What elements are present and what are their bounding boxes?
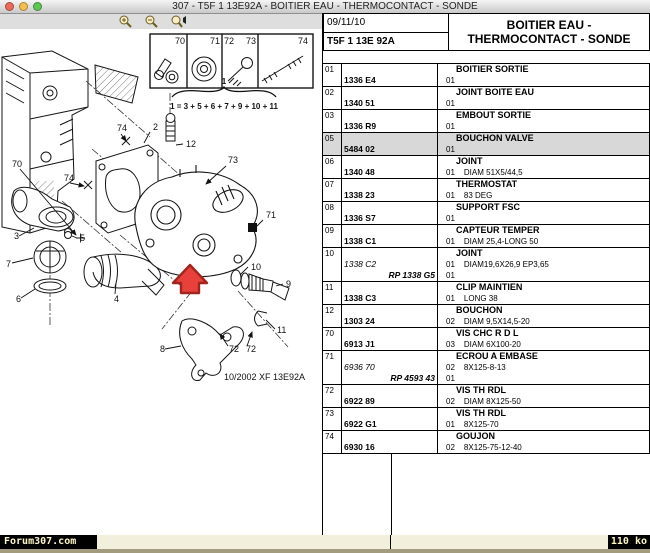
- bleed-screw-drawing: [166, 114, 175, 142]
- table-row-10[interactable]: [323, 248, 649, 282]
- assembly-brace-label: 1: [221, 77, 227, 86]
- description-cell: [438, 87, 649, 109]
- row-index: 06: [323, 156, 342, 178]
- part-spec: DIAM 25,4-LONG 50: [463, 237, 539, 246]
- description-cell: [438, 282, 649, 304]
- quantity: 01: [446, 191, 455, 200]
- quantity: 02: [446, 363, 455, 372]
- part-number-spacer: [344, 87, 435, 98]
- part-number: 1340 51: [344, 98, 375, 108]
- part-number-cell: [342, 110, 438, 132]
- part-number-spacer: [344, 248, 435, 259]
- part-number-spacer: [344, 351, 435, 362]
- part-spec: DIAM 51X5/44,5: [463, 168, 523, 177]
- part-number: 1338 C3: [344, 293, 377, 303]
- part-number-cell: [342, 133, 438, 155]
- diagram-callout-71: 71: [266, 210, 277, 220]
- part-number-spacer: [344, 385, 435, 396]
- part-number-spacer: [344, 282, 435, 293]
- part-number-spacer: [344, 202, 435, 213]
- description-cell: [438, 202, 649, 224]
- row-index: 03: [323, 110, 342, 132]
- qty-spec-line: [440, 236, 647, 247]
- part-number-spacer: [344, 64, 435, 75]
- quantity: 01: [446, 168, 455, 177]
- part-spec: 8X125-75-12-40: [463, 443, 522, 452]
- zoom-in-icon[interactable]: [118, 15, 134, 28]
- column-divider-extension: [391, 454, 392, 535]
- qty-spec-line: [440, 98, 647, 109]
- quantity: 01: [446, 122, 455, 131]
- part-spec: LONG 38: [463, 294, 498, 303]
- description-cell: [438, 133, 649, 155]
- part-number: 1338 C2: [344, 259, 377, 269]
- part-number-cell: [342, 351, 438, 384]
- part-description: JOINT BOITE EAU: [456, 87, 535, 97]
- exploded-diagram: [0, 29, 322, 535]
- bottom-strip: [0, 549, 650, 553]
- table-row-01[interactable]: [323, 64, 649, 87]
- part-number: 6922 G1: [344, 419, 377, 429]
- part-description: VIS TH RDL: [456, 385, 507, 395]
- qty-spec-line: [440, 259, 647, 270]
- part-description: CLIP MAINTIEN: [456, 282, 523, 292]
- description-cell: [438, 156, 649, 178]
- diagram-callout-72: 72: [246, 344, 257, 354]
- quantity: 01: [446, 237, 455, 246]
- part-number-spacer: [344, 431, 435, 442]
- status-bar-background: [0, 535, 650, 549]
- row-index: 70: [323, 328, 342, 350]
- part-description: EMBOUT SORTIE: [456, 110, 532, 120]
- watermark-site: Forum307.com: [0, 535, 97, 549]
- part-number-cell: [342, 431, 438, 453]
- zoom-out-icon[interactable]: [144, 15, 160, 28]
- diagram-callout-73: 73: [228, 155, 239, 165]
- quantity: 01: [446, 214, 455, 223]
- table-row-07[interactable]: [323, 179, 649, 202]
- diagram-area: [0, 29, 322, 535]
- description-cell: [438, 328, 649, 350]
- quantity: 03: [446, 340, 455, 349]
- diagram-footer: 10/2002 XF 13E92A: [224, 372, 306, 382]
- description-cell: [438, 225, 649, 247]
- legend-label-73: 73: [245, 36, 257, 46]
- rp-quantity: 01: [446, 271, 455, 280]
- status-bar: [0, 535, 650, 553]
- part-number: 6913 J1: [344, 339, 375, 349]
- description-cell: [438, 110, 649, 132]
- part-number: 6922 89: [344, 396, 375, 406]
- part-number-spacer: [344, 225, 435, 236]
- rp-quantity: 01: [446, 374, 455, 383]
- part-number-cell: [342, 408, 438, 430]
- zoom-reset-icon[interactable]: [170, 15, 186, 28]
- window-titlebar: [0, 0, 650, 14]
- rp-number: RP 4593 43: [390, 373, 435, 383]
- description-cell: [438, 248, 649, 281]
- window-title: 307 - T5F 1 13E92A - BOITIER EAU - THERMOCONTACT - SONDE: [172, 1, 478, 12]
- part-number: 1336 R9: [344, 121, 377, 131]
- diagram-callout-74: 74: [64, 173, 75, 183]
- quantity: 01: [446, 145, 455, 154]
- sheet-date: 09/11/10: [324, 14, 448, 33]
- legend-label-74: 74: [297, 36, 309, 46]
- diagram-callout-72: 72: [229, 344, 240, 354]
- table-row-08[interactable]: [323, 202, 649, 225]
- part-description: ECROU A EMBASE: [456, 351, 538, 361]
- row-index: 11: [323, 282, 342, 304]
- quantity: 02: [446, 443, 455, 452]
- row-index: 74: [323, 431, 342, 453]
- part-description: BOITIER SORTIE: [456, 64, 529, 74]
- table-row-09[interactable]: [323, 225, 649, 248]
- row-index: 72: [323, 385, 342, 407]
- part-number-cell: [342, 305, 438, 327]
- diagram-callout-5: 5: [80, 233, 86, 243]
- table-row-12[interactable]: [323, 305, 649, 328]
- row-index: 73: [323, 408, 342, 430]
- table-row-71[interactable]: [323, 351, 649, 385]
- qty-spec-line: [440, 167, 647, 178]
- description-cell: [438, 431, 649, 453]
- part-number: 1336 S7: [344, 213, 376, 223]
- quantity: 01: [446, 294, 455, 303]
- part-number: 6936 70: [344, 362, 375, 372]
- sheet-reference: T5F 1 13E 92A: [327, 36, 395, 47]
- sheet-header: [323, 13, 650, 51]
- description-cell: [438, 351, 649, 384]
- diagram-callout-11: 11: [277, 325, 287, 335]
- part-description: VIS CHC R D L: [456, 328, 519, 338]
- table-row-02[interactable]: [323, 87, 649, 110]
- rp-qty-line: [440, 373, 647, 384]
- part-number: 1336 E4: [344, 75, 376, 85]
- part-spec: DIAM 8X125-50: [463, 397, 521, 406]
- part-description: GOUJON: [456, 431, 496, 441]
- diagram-callout-9: 9: [286, 279, 292, 289]
- part-number-spacer: [344, 133, 435, 144]
- diagram-callout-12: 12: [186, 139, 197, 149]
- part-description: VIS TH RDL: [456, 408, 507, 418]
- quantity: 02: [446, 397, 455, 406]
- row-index: 08: [323, 202, 342, 224]
- part-number-cell: [342, 64, 438, 86]
- table-row-06[interactable]: [323, 156, 649, 179]
- diagram-callout-8: 8: [160, 344, 166, 354]
- qty-spec-line: [440, 339, 647, 350]
- parts-panel: [322, 13, 650, 535]
- part-number: 1338 23: [344, 190, 375, 200]
- part-description: JOINT: [456, 156, 483, 166]
- diagram-callout-74: 74: [117, 123, 128, 133]
- description-cell: [438, 305, 649, 327]
- qty-spec-line: [440, 121, 647, 132]
- plug-drawing: [65, 232, 72, 239]
- qty-spec-line: [440, 144, 647, 155]
- part-spec: DIAM19,6X26,9 EP3,65: [463, 260, 549, 269]
- quantity: 01: [446, 420, 455, 429]
- table-row-03[interactable]: [323, 110, 649, 133]
- part-number-spacer: [344, 110, 435, 121]
- part-number-cell: [342, 328, 438, 350]
- legend-label-70: 70: [174, 36, 186, 46]
- window-controls: [5, 2, 42, 11]
- toolbar: [0, 14, 322, 30]
- rp-qty-line: [440, 270, 647, 281]
- part-number-cell: [342, 156, 438, 178]
- qty-spec-line: [440, 419, 647, 430]
- legend-label-71: 71: [209, 36, 221, 46]
- description-cell: [438, 179, 649, 201]
- row-index: 07: [323, 179, 342, 201]
- row-index: 71: [323, 351, 342, 384]
- close-button[interactable]: [5, 2, 14, 11]
- quantity: 01: [446, 260, 455, 269]
- row-index: 09: [323, 225, 342, 247]
- row-index: 05: [323, 133, 342, 155]
- part-spec: 83 DEG: [463, 191, 493, 200]
- table-row-11[interactable]: [323, 282, 649, 305]
- part-description: JOINT: [456, 248, 483, 258]
- part-spec: DIAM 9,5X14,5-20: [463, 317, 530, 326]
- diagram-callout-7: 7: [6, 259, 12, 269]
- quantity: 02: [446, 317, 455, 326]
- table-row-72[interactable]: [323, 385, 649, 408]
- qty-spec-line: [440, 442, 647, 453]
- part-number-cell: [342, 248, 438, 281]
- qty-spec-line: [440, 362, 647, 373]
- part-number-cell: [342, 225, 438, 247]
- part-number-cell: [342, 202, 438, 224]
- diagram-callout-3: 3: [14, 231, 20, 241]
- qty-spec-line: [440, 316, 647, 327]
- part-description: BOUCHON: [456, 305, 503, 315]
- diagram-callout-2: 2: [153, 122, 159, 132]
- part-description: CAPTEUR TEMPER: [456, 225, 540, 235]
- sheet-header-left: [324, 14, 449, 50]
- part-number: 5484 02: [344, 144, 375, 154]
- row-index: 02: [323, 87, 342, 109]
- description-cell: [438, 385, 649, 407]
- part-spec: DIAM 6X100-20: [463, 340, 521, 349]
- part-number-cell: [342, 385, 438, 407]
- part-number: 6930 16: [344, 442, 375, 452]
- part-number-cell: [342, 87, 438, 109]
- part-number-spacer: [344, 179, 435, 190]
- description-cell: [438, 64, 649, 86]
- qty-spec-line: [440, 396, 647, 407]
- part-number-spacer: [344, 408, 435, 419]
- file-size-badge: 110 ko: [608, 535, 650, 549]
- nut-71-mark: [248, 223, 257, 232]
- diagram-callout-4: 4: [114, 294, 120, 304]
- table-row-05[interactable]: [323, 133, 649, 156]
- table-row-73[interactable]: [323, 408, 649, 431]
- table-row-70[interactable]: [323, 328, 649, 351]
- diagram-callout-10: 10: [251, 262, 262, 272]
- qty-spec-line: [440, 190, 647, 201]
- minimize-button[interactable]: [19, 2, 28, 11]
- status-bar-divider: [390, 535, 391, 549]
- quantity: 01: [446, 76, 455, 85]
- part-description: THERMOSTAT: [456, 179, 518, 189]
- part-number: 1340 48: [344, 167, 375, 177]
- legend-label-72: 72: [223, 36, 235, 46]
- diagram-callout-6: 6: [16, 294, 22, 304]
- part-number-cell: [342, 179, 438, 201]
- part-number-cell: [342, 282, 438, 304]
- qty-spec-line: [440, 213, 647, 224]
- qty-spec-line: [440, 75, 647, 86]
- parts-table: [323, 63, 650, 454]
- part-description: SUPPORT FSC: [456, 202, 521, 212]
- assembly-formula: 1 = 3 + 5 + 6 + 7 + 9 + 10 + 11: [170, 102, 278, 111]
- qty-spec-line: [440, 293, 647, 304]
- description-cell: [438, 408, 649, 430]
- part-number: 1338 C1: [344, 236, 377, 246]
- part-number-spacer: [344, 156, 435, 167]
- row-index: 01: [323, 64, 342, 86]
- part-spec: 8X125-8-13: [463, 363, 506, 372]
- row-index: 10: [323, 248, 342, 281]
- diagram-callout-70: 70: [12, 159, 23, 169]
- part-number-spacer: [344, 305, 435, 316]
- part-number: 1303 24: [344, 316, 375, 326]
- part-number-spacer: [344, 328, 435, 339]
- sensor-drawing: [231, 270, 292, 326]
- part-description: BOUCHON VALVE: [456, 133, 534, 143]
- part-spec: 8X125-70: [463, 420, 499, 429]
- row-index: 12: [323, 305, 342, 327]
- sheet-title: BOITIER EAU - THERMOCONTACT - SONDE: [467, 18, 631, 46]
- table-row-74[interactable]: [323, 431, 649, 454]
- rp-number: RP 1338 G5: [388, 270, 435, 280]
- quantity: 01: [446, 99, 455, 108]
